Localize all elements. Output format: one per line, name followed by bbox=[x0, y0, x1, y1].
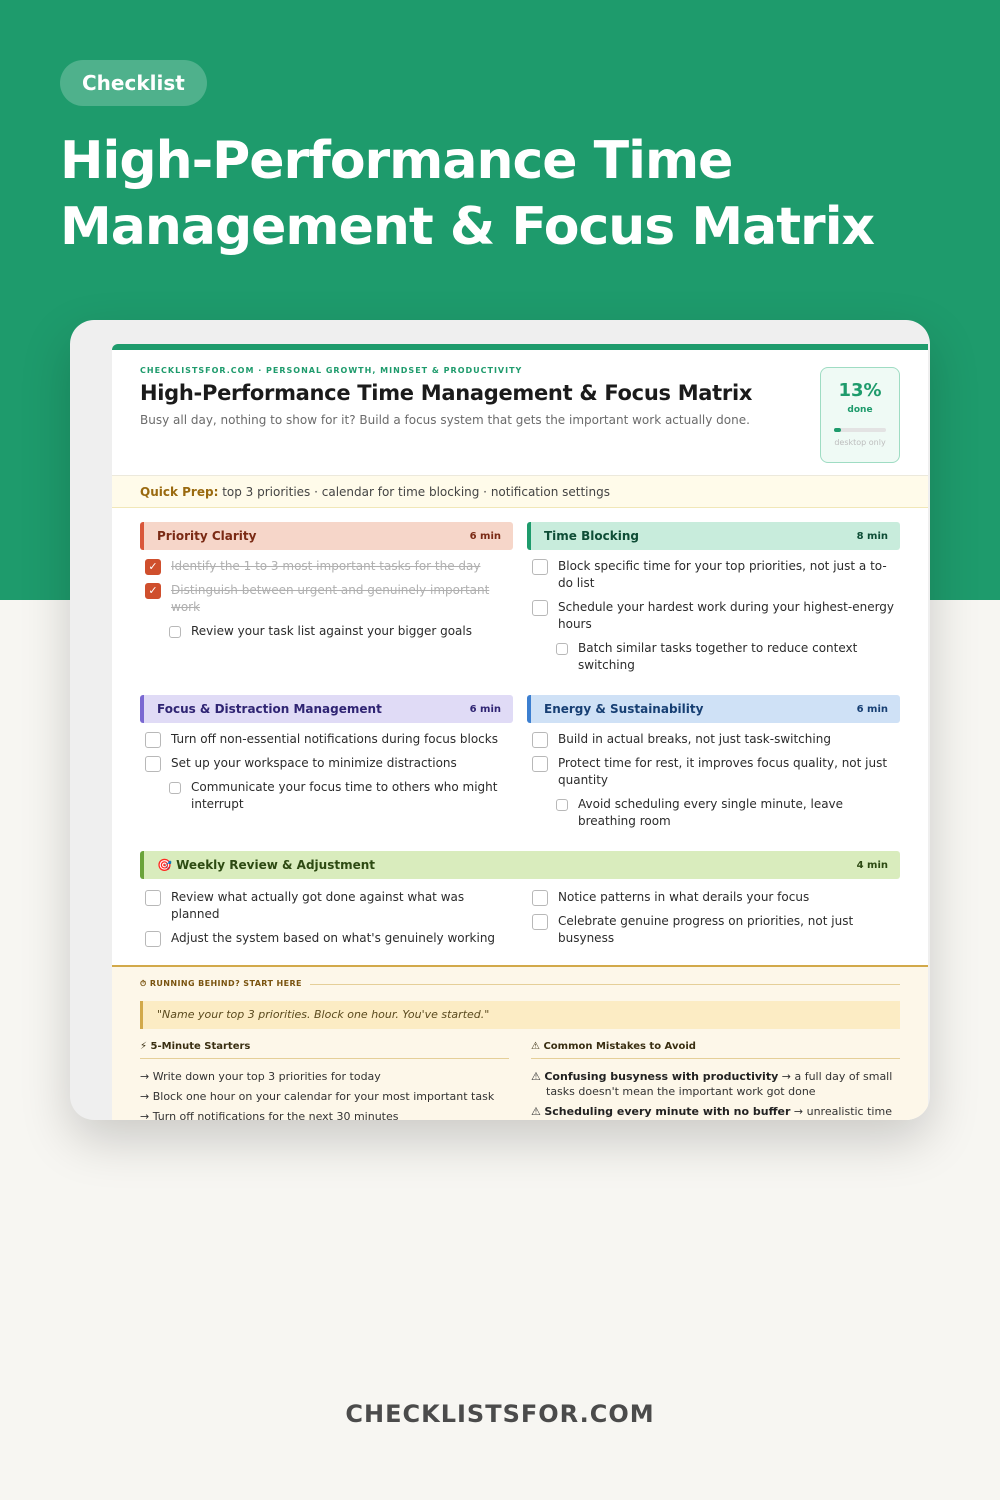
checklist-item-text: Celebrate genuine progress on priorities, not just busyness bbox=[558, 914, 854, 945]
mistakes-column bbox=[531, 1041, 900, 1120]
quick-prep-label: Quick Prep: bbox=[140, 485, 219, 499]
checklist-item[interactable] bbox=[140, 755, 513, 772]
weekly-items bbox=[140, 879, 900, 954]
section-header[interactable] bbox=[140, 522, 513, 550]
divider bbox=[310, 984, 900, 985]
checklist-item-text: Avoid scheduling every single minute, leave breathing room bbox=[578, 797, 844, 828]
checklist-item-text: Identify the 1 to 3 most important tasks for the day bbox=[171, 559, 481, 573]
warning-icon: ⚠ bbox=[531, 1105, 545, 1118]
section-title: Focus & Distraction Management bbox=[157, 702, 382, 716]
checklist-item-text: Build in actual breaks, not just task-switching bbox=[558, 732, 831, 746]
section-time: 6 min bbox=[856, 703, 888, 715]
running-behind-heading bbox=[140, 979, 900, 989]
progress-bar bbox=[834, 428, 886, 432]
starters-list bbox=[140, 1069, 509, 1120]
checklist-item[interactable] bbox=[527, 640, 900, 674]
checklist-item[interactable] bbox=[140, 582, 513, 616]
starter-item: → Turn off notifications for the next 30 minutes bbox=[140, 1110, 399, 1120]
quick-prep-bar bbox=[112, 476, 928, 508]
section-header[interactable] bbox=[527, 522, 900, 550]
mistakes-title: ⚠ Common Mistakes to Avoid bbox=[531, 1041, 900, 1059]
checkbox[interactable] bbox=[169, 782, 181, 794]
checkbox[interactable] bbox=[532, 600, 548, 616]
section-header[interactable] bbox=[527, 695, 900, 723]
checklist-item[interactable] bbox=[527, 913, 900, 947]
progress-bar-fill bbox=[834, 428, 841, 432]
checklist-item-text: Distinguish between urgent and genuinely important work bbox=[171, 583, 490, 614]
checkbox[interactable] bbox=[145, 756, 161, 772]
progress-note: desktop only bbox=[834, 438, 886, 447]
starters-title: ⚡ 5-Minute Starters bbox=[140, 1041, 509, 1059]
checkbox[interactable] bbox=[532, 890, 548, 906]
checklist-item[interactable] bbox=[140, 930, 513, 947]
section-items bbox=[527, 550, 900, 674]
sections-row bbox=[140, 695, 900, 837]
progress-label: done bbox=[847, 405, 873, 415]
checklist-item[interactable] bbox=[140, 889, 513, 923]
running-behind-title: ⏱ RUNNING BEHIND? START HERE bbox=[140, 979, 302, 988]
checklist-item[interactable] bbox=[527, 889, 900, 906]
progress-widget bbox=[820, 367, 900, 463]
mistake-item bbox=[531, 1069, 900, 1099]
behind-columns bbox=[140, 1041, 900, 1120]
mistake-title: Scheduling every minute with no buffer bbox=[544, 1105, 791, 1118]
checkbox[interactable] bbox=[145, 890, 161, 906]
checklist-item[interactable] bbox=[527, 796, 900, 830]
mistake-detail: → unrealistic time bbox=[790, 1105, 892, 1118]
checklist-item-text: Review your task list against your bigger goals bbox=[191, 624, 472, 638]
weekly-section-header[interactable] bbox=[140, 851, 900, 879]
mistake-title: Confusing busyness with productivity bbox=[544, 1070, 779, 1083]
checkbox[interactable] bbox=[556, 799, 568, 811]
checklist-document bbox=[112, 344, 928, 1120]
starter-item: → Block one hour on your calendar for your most important task bbox=[140, 1090, 495, 1103]
checkbox-checked[interactable]: ✓ bbox=[145, 583, 161, 599]
checklist-item[interactable] bbox=[140, 779, 513, 813]
checklist-item[interactable] bbox=[140, 558, 513, 575]
checklist-item-text: Adjust the system based on what's genuinely working bbox=[171, 931, 496, 945]
mistakes-list bbox=[531, 1069, 900, 1119]
hero-title bbox=[60, 128, 960, 260]
footer-site-name: CHECKLISTSFOR.COM bbox=[345, 1400, 655, 1428]
checklist-item-text: Communicate your focus time to others who might interrupt bbox=[191, 780, 498, 811]
section-items bbox=[527, 723, 900, 830]
checkbox[interactable] bbox=[145, 931, 161, 947]
checkbox[interactable] bbox=[556, 643, 568, 655]
starter-item: → Write down your top 3 priorities for today bbox=[140, 1070, 381, 1083]
checkbox[interactable] bbox=[532, 732, 548, 748]
weekly-section-title: 🎯 Weekly Review & Adjustment bbox=[157, 858, 375, 872]
checkbox[interactable] bbox=[532, 756, 548, 772]
checklist-section bbox=[140, 522, 513, 681]
checklist-section bbox=[140, 695, 513, 837]
checklist-item-text: Batch similar tasks together to reduce context switching bbox=[578, 641, 858, 672]
checklist-badge: Checklist bbox=[60, 60, 207, 106]
checklist-item[interactable] bbox=[140, 623, 513, 640]
mistake-item bbox=[531, 1104, 900, 1119]
checklist-item-text: Review what actually got done against what was planned bbox=[171, 890, 465, 921]
running-behind-panel bbox=[112, 965, 928, 1120]
weekly-items-left bbox=[140, 889, 513, 954]
section-title: Priority Clarity bbox=[157, 529, 257, 543]
checklist-section bbox=[527, 522, 900, 681]
document-kicker: CHECKLISTSFOR.COM · PERSONAL GROWTH, MINDSET & PRODUCTIVITY bbox=[140, 366, 523, 375]
checklist-item-text: Block specific time for your top priorities, not just a to-do list bbox=[558, 559, 887, 590]
mistake-detail: → a full day of small tasks doesn't mean the important work got done bbox=[546, 1070, 893, 1098]
checklist-item-text: Schedule your hardest work during your highest-energy hours bbox=[558, 600, 895, 631]
starters-column bbox=[140, 1041, 509, 1120]
document-header bbox=[112, 350, 928, 476]
section-time: 8 min bbox=[856, 530, 888, 542]
section-title: Energy & Sustainability bbox=[544, 702, 704, 716]
section-header[interactable] bbox=[140, 695, 513, 723]
checklist-item-text: Protect time for rest, it improves focus quality, not just quantity bbox=[558, 756, 888, 787]
section-time: 6 min bbox=[469, 703, 501, 715]
checklist-item[interactable] bbox=[527, 731, 900, 748]
checkbox[interactable] bbox=[532, 914, 548, 930]
checkbox[interactable] bbox=[145, 732, 161, 748]
weekly-section bbox=[140, 851, 900, 954]
starter-quote: "Name your top 3 priorities. Block one hour. You've started." bbox=[140, 1001, 900, 1029]
checklist-item[interactable] bbox=[527, 599, 900, 633]
checklist-item-text: Set up your workspace to minimize distractions bbox=[171, 756, 457, 770]
checkbox[interactable] bbox=[169, 626, 181, 638]
hero-title-line-1: High-Performance Time bbox=[60, 131, 733, 191]
section-items bbox=[140, 550, 513, 640]
document-subtitle: Busy all day, nothing to show for it? Build a focus system that gets the important work actually done. bbox=[140, 413, 750, 427]
checklist-item[interactable] bbox=[140, 731, 513, 748]
section-title: Time Blocking bbox=[544, 529, 639, 543]
section-time: 6 min bbox=[469, 530, 501, 542]
quick-prep-text: top 3 priorities · calendar for time blocking · notification settings bbox=[222, 485, 610, 499]
weekly-items-right bbox=[527, 889, 900, 954]
checklist-item-text: Notice patterns in what derails your focus bbox=[558, 890, 810, 904]
warning-icon: ⚠ bbox=[531, 1070, 545, 1083]
checkbox-checked[interactable]: ✓ bbox=[145, 559, 161, 575]
document-title: High-Performance Time Management & Focus Matrix bbox=[140, 381, 753, 405]
checklist-item[interactable] bbox=[527, 558, 900, 592]
checklist-item[interactable] bbox=[527, 755, 900, 789]
section-items bbox=[140, 723, 513, 813]
checklist-item-text: Turn off non-essential notifications during focus blocks bbox=[171, 732, 498, 746]
checklist-section bbox=[527, 695, 900, 837]
progress-percent: 13% bbox=[838, 380, 882, 401]
checkbox[interactable] bbox=[532, 559, 548, 575]
weekly-section-time: 4 min bbox=[856, 859, 888, 871]
preview-frame bbox=[70, 320, 930, 1120]
hero-title-line-2: Management & Focus Matrix bbox=[60, 197, 875, 257]
sections-grid bbox=[112, 508, 928, 954]
sections-row bbox=[140, 522, 900, 681]
